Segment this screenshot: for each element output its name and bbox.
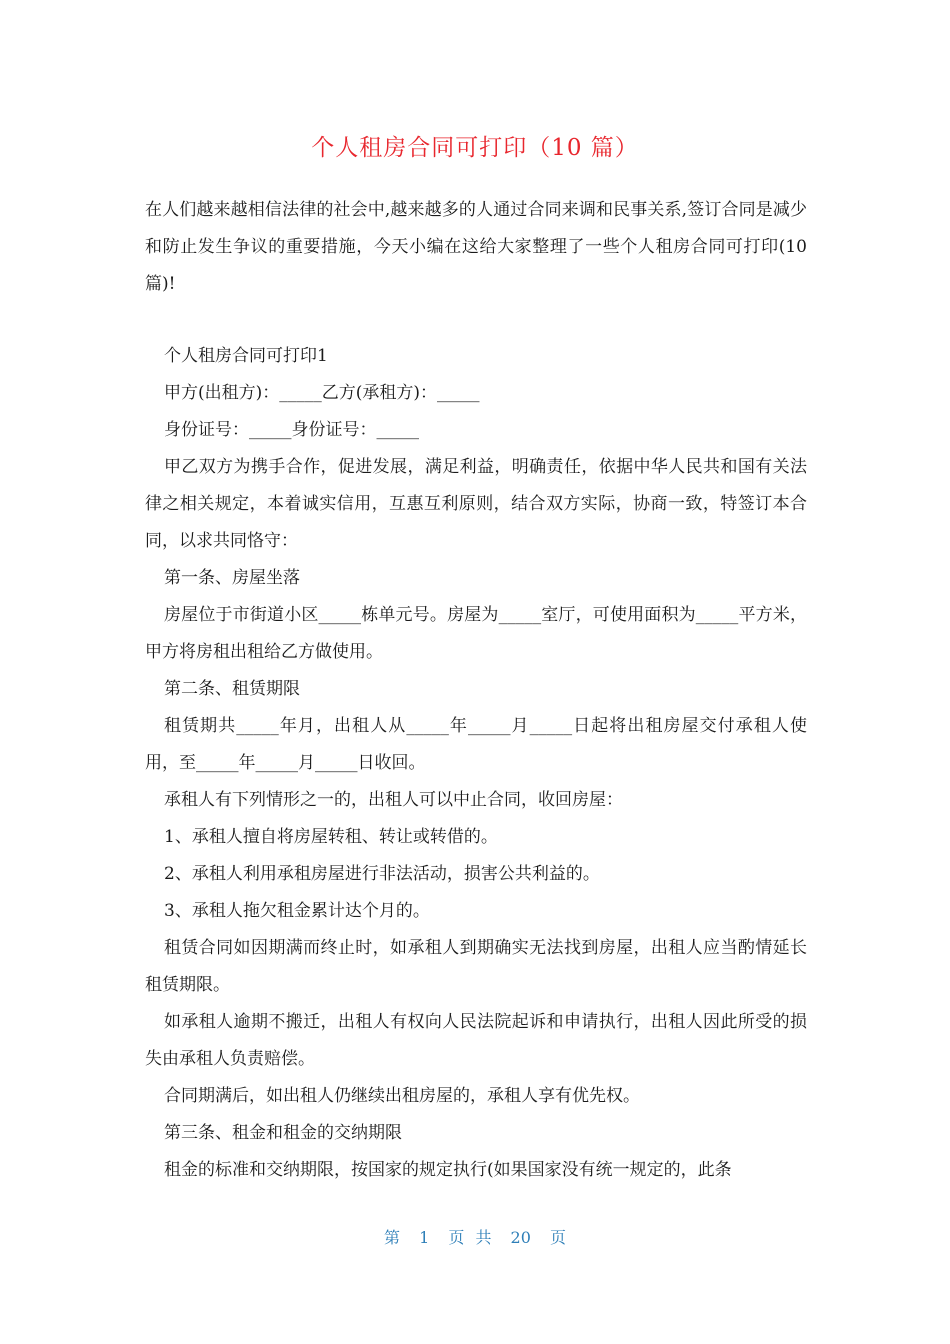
body-paragraph: 甲乙双方为携手合作，促进发展，满足利益，明确责任，依据中华人民共和国有关法律之相关规定，本着诚实信用，互惠互利原则，结合双方实际，协商一致，特签订本合同，以求共同恪守： (145, 457, 807, 551)
body-paragraph: 如承租人逾期不搬迁，出租人有权向人民法院起诉和申请执行，出租人因此所受的损失由承租人负责赔偿。 (145, 1012, 807, 1069)
page-footer (0, 1226, 950, 1250)
footer-middle: 页 共 (448, 1228, 492, 1247)
footer-suffix: 页 (550, 1228, 567, 1247)
article-heading: 第三条、租金和租金的交纳期限 (164, 1123, 402, 1143)
list-item: 1、承租人擅自将房屋转租、转让或转借的。 (164, 827, 498, 847)
list-item: 2、承租人利用承租房屋进行非法活动，损害公共利益的。 (164, 864, 600, 884)
article-heading: 第一条、房屋坐落 (164, 568, 300, 588)
page-title: 个人租房合同可打印（10 篇） (311, 135, 639, 161)
body-paragraph: 房屋位于市街道小区_____栋单元号。房屋为_____室厅，可使用面积为_____平方米，甲方将房租出租给乙方做使用。 (145, 605, 807, 662)
footer-prefix: 第 (383, 1228, 400, 1247)
contract-body (145, 338, 807, 1189)
intro-paragraph: 在人们越来越相信法律的社会中,越来越多的人通过合同来调和民事关系,签订合同是减少和防止发生争议的重要措施，今天小编在这给大家整理了一些个人租房合同可打印(10篇)! (145, 200, 807, 294)
body-paragraph: 租赁合同如因期满而终止时，如承租人到期确实无法找到房屋，出租人应当酌情延长租赁期限。 (145, 938, 807, 995)
footer-current-page: 1 (419, 1228, 430, 1247)
body-paragraph: 租赁期共_____年月，出租人从_____年_____月_____日起将出租房屋交付承租人使用，至_____年_____月_____日收回。 (145, 716, 807, 773)
id-line: 身份证号：_____身份证号：_____ (164, 420, 419, 440)
section-heading: 个人租房合同可打印1 (164, 346, 328, 366)
body-paragraph: 租金的标准和交纳期限，按国家的规定执行(如果国家没有统一规定的，此条 (164, 1160, 732, 1180)
party-line: 甲方(出租方)：_____乙方(承租方)：_____ (164, 383, 480, 403)
footer-total-pages: 20 (510, 1228, 531, 1247)
body-paragraph: 承租人有下列情形之一的，出租人可以中止合同，收回房屋： (164, 790, 623, 810)
article-heading: 第二条、租赁期限 (164, 679, 300, 699)
body-paragraph: 合同期满后，如出租人仍继续出租房屋的，承租人享有优先权。 (164, 1086, 640, 1106)
list-item: 3、承租人拖欠租金累计达个月的。 (164, 901, 430, 921)
